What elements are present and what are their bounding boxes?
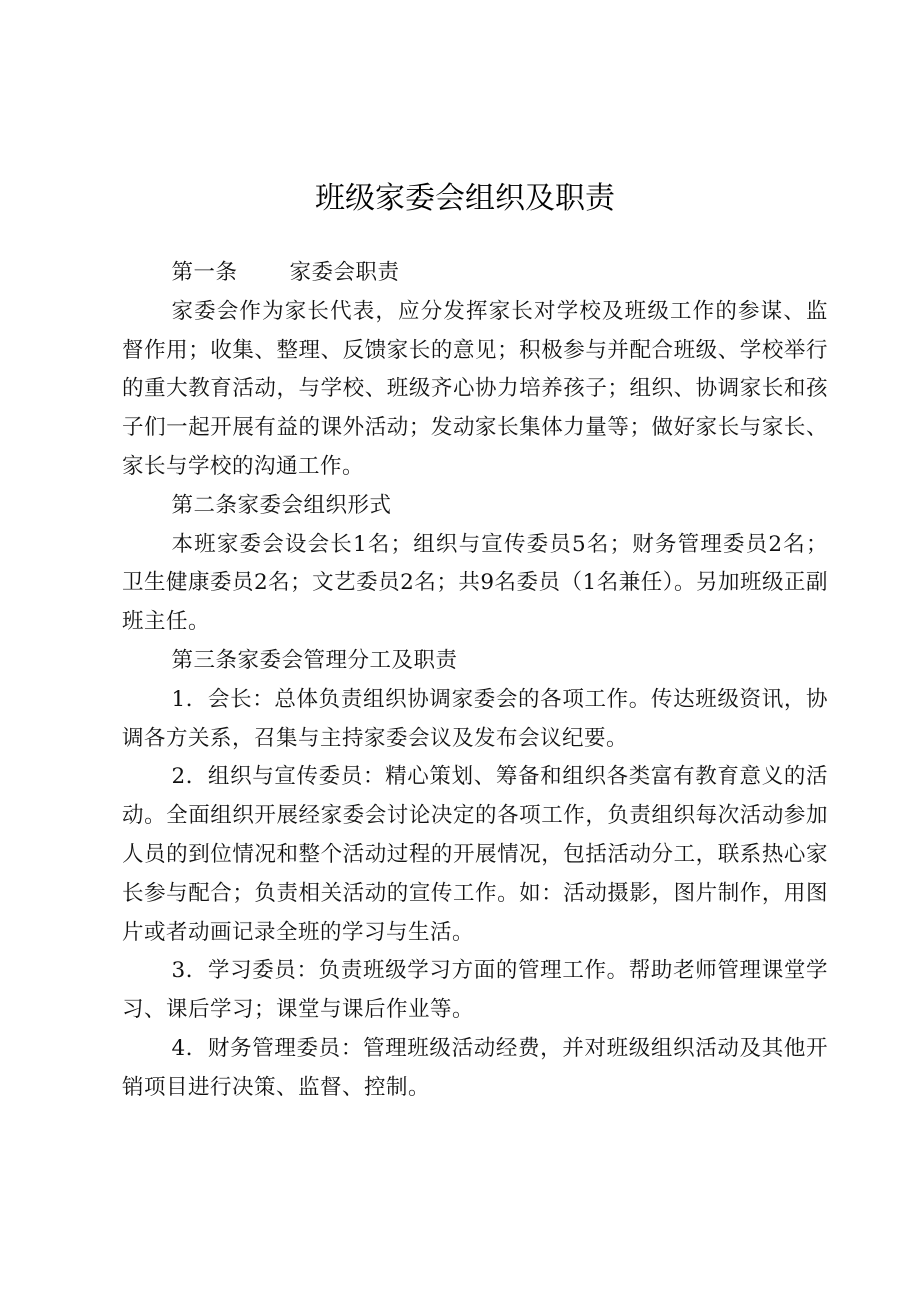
- article-2-body: 本班家委会设会长1名；组织与宣传委员5名；财务管理委员2名；卫生健康委员2名；文艺委员2名；共9名委员（1名兼任）。另加班级正副班主任。: [122, 531, 828, 635]
- article-1-heading: [122, 254, 828, 293]
- article-3-item-1: 1．会长：总体负责组织协调家委会的各项工作。传达班级资讯，协调各方关系，召集与主持家委会议及发布会议纪要。: [122, 686, 828, 751]
- article-1-label: 第一条: [171, 260, 238, 285]
- article-3-item-4: 4．财务管理委员：管理班级活动经费，并对班级组织活动及其他开销项目进行决策、监督、控制。: [122, 1035, 828, 1100]
- document-title: 班级家委会组织及职责: [315, 181, 615, 216]
- article-2-heading: 第二条家委会组织形式: [171, 492, 392, 518]
- article-3-item-2: 2．组织与宣传委员：精心策划、筹备和组织各类富有教育意义的活动。全面组织开展经家委会讨论决定的各项工作，负责组织每次活动参加人员的到位情况和整个活动过程的开展情况，包括活动分工，联系热心家长参与配合；负责相关活动的宣传工作。如：活动摄影，图片制作，用图片或者动画记录全班的学习与生活。: [122, 764, 828, 945]
- article-3-heading: 第三条家委会管理分工及职责: [171, 647, 458, 673]
- article-3-item-3: 3．学习委员：负责班级学习方面的管理工作。帮助老师管理课堂学习、课后学习；课堂与课后作业等。: [122, 958, 828, 1023]
- document-body: [122, 254, 828, 1108]
- article-1-title: 家委会职责: [289, 260, 400, 285]
- article-1-body: 家委会作为家长代表，应分发挥家长对学校及班级工作的参谋、监督作用；收集、整理、反馈家长的意见；积极参与并配合班级、学校举行的重大教育活动，与学校、班级齐心协力培养孩子；组织、协调家长和孩子们一起开展有益的课外活动；发动家长集体力量等；做好家长与家长、家长与学校的沟通工作。: [122, 298, 828, 479]
